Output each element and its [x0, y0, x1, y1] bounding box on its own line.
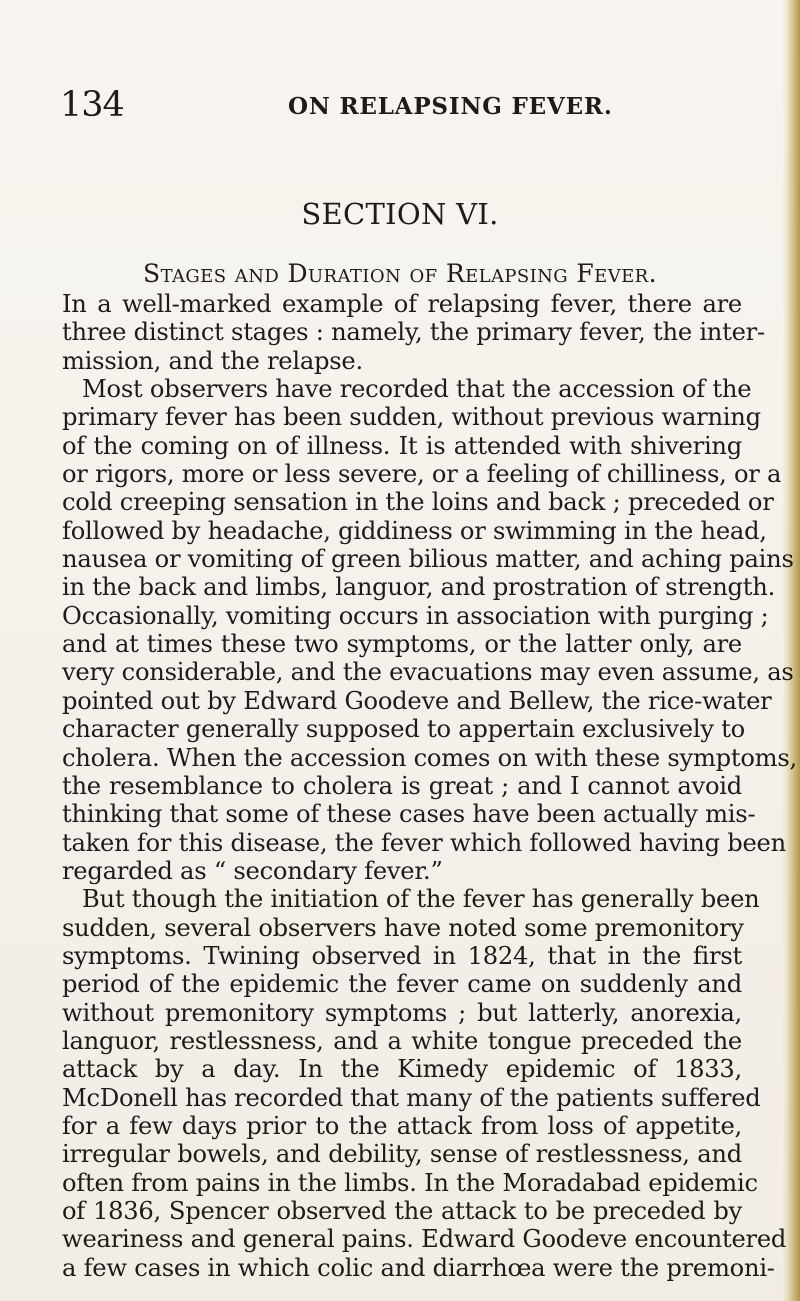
running-head-title: ON RELAPSING FEVER. — [288, 93, 613, 120]
body-line: thinking that some of these cases have been actually mis- — [62, 800, 756, 829]
body-line: a few cases in which colic and diarrhœa were the premoni- — [62, 1253, 775, 1282]
body-line: of 1836, Spencer observed the attack to be preceded by — [62, 1197, 742, 1225]
body-line: or rigors, more or less severe, or a feeling of chilliness, or a — [62, 460, 782, 489]
body-line: without premonitory symptoms ; but latterly, anorexia, — [62, 998, 742, 1027]
body-line: cholera. When the accession comes on with these symptoms, — [62, 743, 797, 772]
body-line: symptoms. Twining observed in 1824, that in the first — [62, 941, 742, 970]
body-line: the resemblance to cholera is great ; and I cannot avoid — [62, 771, 742, 800]
body-line: period of the epidemic the fever came on suddenly and — [62, 970, 742, 999]
body-line: in the back and limbs, languor, and prostration of strength. — [62, 573, 776, 602]
body-line: irregular bowels, and debility, sense of restlessness, and — [62, 1140, 742, 1169]
body-line: for a few days prior to the attack from loss of appetite, — [62, 1111, 742, 1140]
body-line: character generally supposed to appertain exclusively to — [62, 715, 745, 744]
body-line: But though the initiation of the fever has generally been — [82, 885, 760, 914]
body-text — [62, 290, 797, 1282]
body-line: of the coming on of illness. It is attended with shivering — [62, 431, 742, 460]
body-line: languor, restlessness, and a white tongue preceded the — [62, 1026, 742, 1055]
body-line: cold creeping sensation in the loins and back ; preceded or — [62, 488, 774, 517]
body-line: regarded as “ secondary fever.” — [62, 856, 443, 885]
body-line: followed by headache, giddiness or swimming in the head, — [62, 516, 767, 545]
body-line: sudden, several observers have noted some premonitory — [62, 913, 744, 942]
page-number: 134 — [60, 85, 124, 125]
body-line: Most observers have recorded that the accession of the — [82, 375, 752, 404]
running-head — [60, 85, 740, 128]
section-title: SECTION VI. — [301, 197, 499, 231]
body-line: nausea or vomiting of green bilious matter, and aching pains — [62, 545, 794, 574]
body-line: mission, and the relapse. — [62, 346, 363, 375]
body-line: weariness and general pains. Edward Goodeve encountered — [62, 1225, 787, 1254]
body-line: three distinct stages : namely, the primary fever, the inter- — [62, 318, 765, 347]
body-line: primary fever has been sudden, without previous warning — [62, 403, 761, 432]
body-line: McDonell has recorded that many of the patients suffered — [62, 1083, 761, 1112]
section-subtitle: Stages and Duration of Relapsing Fever. — [143, 259, 657, 288]
body-line: taken for this disease, the fever which followed having been — [62, 828, 786, 857]
body-line: very considerable, and the evacuations may even assume, as — [62, 658, 794, 687]
body-line: attack by a day. In the Kimedy epidemic of 1833, — [62, 1055, 742, 1084]
body-line: Occasionally, vomiting occurs in association with purging ; — [62, 601, 769, 630]
body-line: pointed out by Edward Goodeve and Bellew, the rice-water — [62, 686, 772, 715]
body-line: and at times these two symptoms, or the latter only, are — [62, 630, 742, 659]
body-line: In a well-marked example of relapsing fever, there are — [62, 290, 742, 318]
body-line: often from pains in the limbs. In the Moradabad epidemic — [62, 1168, 758, 1197]
